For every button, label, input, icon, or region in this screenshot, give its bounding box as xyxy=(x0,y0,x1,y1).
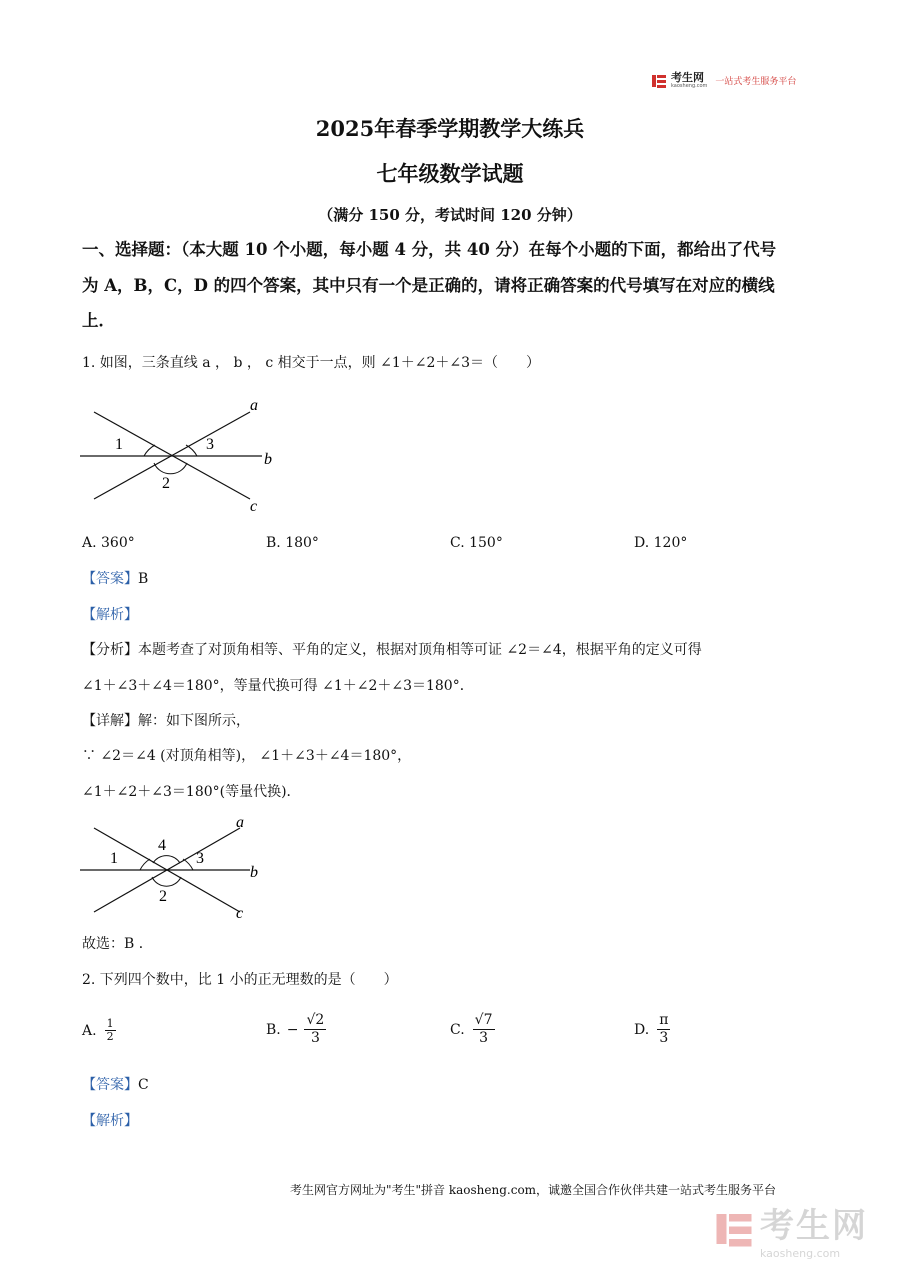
option-label: C. xyxy=(450,1021,465,1038)
minus-sign: − xyxy=(286,1021,299,1038)
label-4: 4 xyxy=(158,837,166,854)
angle-1-arc xyxy=(144,445,155,456)
q1-solution-figure xyxy=(80,812,280,927)
option-label: A. xyxy=(82,1022,97,1039)
label-c: c xyxy=(236,905,244,922)
label-2: 2 xyxy=(162,475,170,492)
xiangjie-tag: 【详解】 xyxy=(82,713,138,729)
option-label: B. xyxy=(266,1021,281,1038)
q1-answer xyxy=(82,569,148,589)
fraction xyxy=(304,1012,326,1047)
denominator: 3 xyxy=(659,1030,669,1046)
q2-option-c xyxy=(450,1012,495,1047)
q1-conclusion: 故选：B ． xyxy=(82,936,153,952)
section-heading-line1: 一、选择题：（本大题 10 个小题，每小题 4 分，共 40 分）在每个小题的下面，都给出了代号 xyxy=(82,240,777,259)
label-3: 3 xyxy=(196,850,204,867)
label-b: b xyxy=(264,451,272,468)
watermark-logo-icon xyxy=(714,1209,754,1249)
label-a: a xyxy=(250,397,258,414)
numerator: √2 xyxy=(306,1012,325,1028)
exam-title: 2025年春季学期教学大练兵 xyxy=(315,116,585,141)
logo-name: 考生网 xyxy=(671,71,704,84)
exam-subtitle: 七年级数学试题 xyxy=(376,161,524,186)
xiangjie-text: 解：如下图所示， xyxy=(138,713,250,729)
q1-fenxi-line1 xyxy=(82,640,702,660)
watermark-name: 考生网 xyxy=(760,1206,868,1246)
q2-option-a xyxy=(82,1018,116,1043)
answer-tag: 【答案】 xyxy=(82,571,138,587)
label-c: c xyxy=(250,498,258,515)
q1-option-a: A. 360° xyxy=(82,535,135,551)
fraction xyxy=(473,1012,495,1047)
fraction xyxy=(105,1018,116,1043)
q1-step2: ∠1＋∠2＋∠3＝180°(等量代换)． xyxy=(82,784,301,800)
watermark-domain: kaosheng.com xyxy=(760,1247,841,1260)
denominator: 3 xyxy=(310,1030,320,1046)
denominator: 3 xyxy=(479,1030,489,1046)
answer-tag: 【答案】 xyxy=(82,1077,138,1093)
q1-stem: 1. 如图，三条直线 a ， b ， c 相交于一点，则 ∠1＋∠2＋∠3＝（ ） xyxy=(82,355,541,371)
label-3: 3 xyxy=(206,436,214,453)
q1-figure xyxy=(80,395,280,515)
angle-2-arc xyxy=(152,877,181,886)
header-logo xyxy=(651,72,796,89)
answer-value: C xyxy=(138,1077,149,1093)
denominator: 2 xyxy=(106,1030,114,1043)
section-heading-line3: 上． xyxy=(82,311,115,330)
kaosheng-logo-icon xyxy=(651,73,667,89)
numerator: 1 xyxy=(106,1017,114,1030)
q2-stem: 2. 下列四个数中，比 1 小的正无理数的是（ ） xyxy=(82,972,398,988)
exam-info: （满分 150 分，考试时间 120 分钟） xyxy=(318,206,582,224)
numerator: π xyxy=(659,1012,669,1028)
watermark xyxy=(714,1198,868,1260)
angle-4-arc xyxy=(153,856,180,863)
q2-analysis-tag: 【解析】 xyxy=(82,1113,138,1129)
q1-xiangjie xyxy=(82,711,250,731)
angle-2-arc xyxy=(154,463,187,474)
section-heading-line2: 为 A，B，C，D 的四个答案，其中只有一个是正确的，请将正确答案的代号填写在对应的横线 xyxy=(82,276,775,295)
q2-option-d xyxy=(634,1012,670,1047)
option-label: D. xyxy=(634,1021,650,1038)
q2-option-b xyxy=(266,1012,326,1047)
label-b: b xyxy=(250,864,258,881)
fraction xyxy=(657,1012,670,1047)
label-2: 2 xyxy=(159,888,167,905)
logo-slogan: 一站式考生服务平台 xyxy=(715,77,797,87)
q1-option-b: B. 180° xyxy=(266,535,319,551)
q1-option-d: D. 120° xyxy=(634,535,688,551)
logo-domain: kaosheng.com xyxy=(671,83,708,89)
footer-text: 考生网官方网址为"考生"拼音 kaosheng.com，诚邀全国合作伙伴共建一站式考生服务平台 xyxy=(290,1183,777,1197)
q1-analysis-tag: 【解析】 xyxy=(82,607,138,623)
q1-option-c: C. 150° xyxy=(450,535,503,551)
answer-value: B xyxy=(138,571,149,587)
label-a: a xyxy=(236,814,244,831)
q1-fenxi-line2: ∠1＋∠3＋∠4＝180°，等量代换可得 ∠1＋∠2＋∠3＝180°． xyxy=(82,678,474,694)
label-1: 1 xyxy=(110,850,118,867)
numerator: √7 xyxy=(474,1012,493,1028)
fenxi-tag: 【分析】 xyxy=(82,642,138,658)
fenxi-text: 本题考查了对顶角相等、平角的定义，根据对顶角相等可证 ∠2＝∠4，根据平角的定义可得 xyxy=(138,642,702,658)
angle-1-arc xyxy=(140,859,150,870)
label-1: 1 xyxy=(115,436,123,453)
q1-step1: ∵ ∠2＝∠4 (对顶角相等)， ∠1＋∠3＋∠4＝180°， xyxy=(82,748,412,764)
q2-answer xyxy=(82,1075,149,1095)
angle-3-arc xyxy=(183,859,193,870)
